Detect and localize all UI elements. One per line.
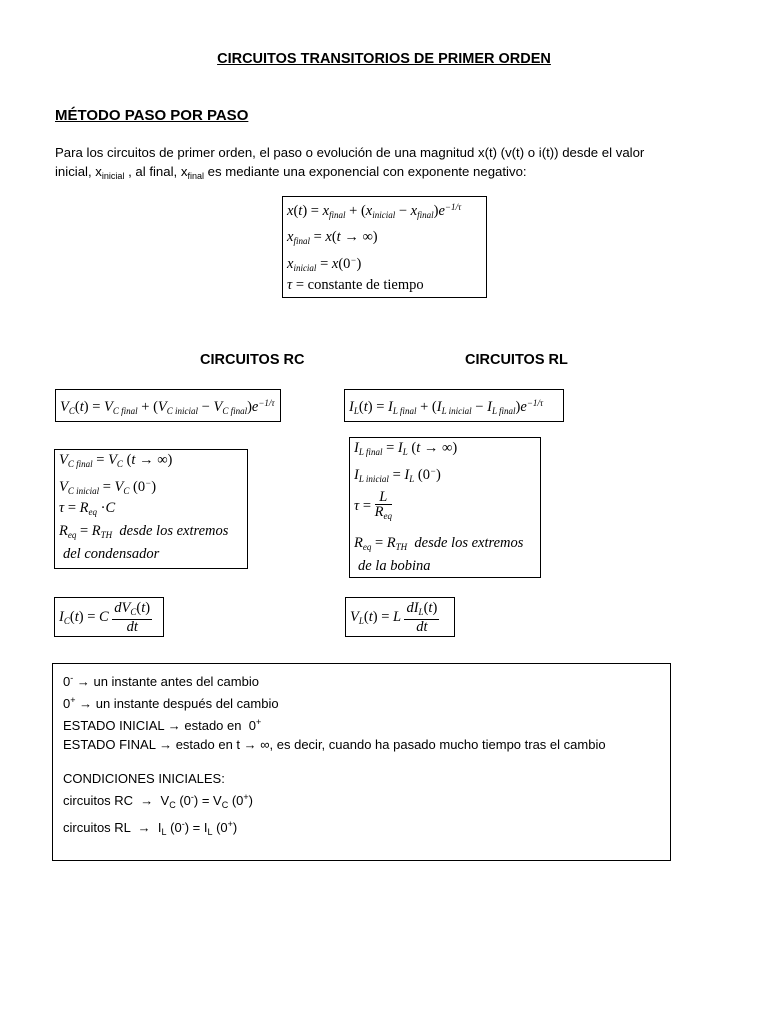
rc-vc-final: $V_{C final} = V_C$ (t → ∞) bbox=[59, 452, 173, 469]
formula-tau: τ = constante de tiempo bbox=[287, 277, 424, 293]
estado-final-text: estado en t bbox=[175, 737, 241, 752]
rl-il-inicial: $I_{L inicial} = I_L$ (0−) bbox=[354, 466, 441, 484]
intro-line-1: Para los circuitos de primer orden, el paso o evolución de una magnitud x(t) (v(t) o i(t)) desde el valor bbox=[55, 145, 645, 160]
rc-desde: desde los extremos bbox=[119, 523, 229, 539]
condiciones-title: CONDICIONES INICIALES: bbox=[63, 771, 225, 786]
tau-description: = constante de tiempo bbox=[295, 277, 424, 293]
rl-il-final: $I_{L final} = I_L$ (t → ∞) bbox=[354, 440, 458, 457]
formula-x-inicial: $x_{inicial} = x(0^-)$ bbox=[287, 255, 362, 273]
rl-vl-formula: $V_L(t) = L$ $\frac{dI_L(t)}{dt}$ bbox=[350, 600, 438, 635]
rc-del-condensador: del condensador bbox=[63, 546, 160, 562]
rl-details-box bbox=[349, 437, 541, 578]
rl-req: $R_{eq} = R_{TH}$ desde los extremos bbox=[354, 535, 524, 552]
general-formula-box bbox=[282, 196, 487, 298]
rl-il-formula-box bbox=[344, 389, 564, 422]
rc-vc-formula-box bbox=[55, 389, 281, 422]
rl-desde: desde los extremos bbox=[414, 535, 524, 551]
rc-ic-formula: $I_C(t) = C$ $\frac{dV_C(t)}{dt}$ bbox=[59, 600, 151, 635]
notes-box bbox=[52, 663, 671, 861]
estado-final-label: ESTADO FINAL bbox=[63, 737, 156, 752]
rl-tau: τ = $\frac{L}{R_{eq}}$ bbox=[354, 489, 392, 521]
note-estado-final: ESTADO FINAL → estado en t → ∞, es decir, cuando ha pasado mucho tiempo tras el cambio bbox=[63, 737, 606, 752]
rc-ic-formula-box bbox=[54, 597, 164, 637]
estado-final-explanation: , es decir, cuando ha pasado mucho tiempo tras el cambio bbox=[269, 737, 606, 752]
note-0-plus: 0+ → un instante después del cambio bbox=[63, 695, 279, 711]
formula-x-t: $x(t) = x_{final} + (x_{inicial} - x_{final})e^{-1/\tau}$ bbox=[287, 202, 462, 220]
note-estado-inicial: ESTADO INICIAL → estado en 0+ bbox=[63, 717, 262, 733]
rc-tau: $\tau = R_{eq} \cdot C$ bbox=[59, 500, 116, 517]
intro-line-2a: inicial, x bbox=[55, 164, 102, 179]
note-0-plus-text: un instante después del cambio bbox=[95, 696, 279, 711]
intro-paragraph bbox=[55, 143, 715, 186]
intro-sub-final: final bbox=[187, 171, 204, 181]
note-0-minus-text: un instante antes del cambio bbox=[93, 674, 259, 689]
rc-vc-inicial: $V_{C inicial} = V_C$ (0−) bbox=[59, 478, 157, 496]
rl-il-formula: $I_L(t) = I_{L final} + (I_{L inicial} - I_{L final})e^{-1/\tau}$ bbox=[349, 398, 544, 416]
note-0-minus: 0- → un instante antes del cambio bbox=[63, 673, 259, 689]
page-title: CIRCUITOS TRANSITORIOS DE PRIMER ORDEN bbox=[217, 51, 551, 67]
rl-heading: CIRCUITOS RL bbox=[465, 352, 568, 368]
condicion-rl-label: circuitos RL bbox=[63, 820, 131, 835]
rl-vl-formula-box bbox=[345, 597, 455, 637]
condicion-rc: circuitos RC → $V_C$ $(0^-) = V_C$ (0+) bbox=[63, 792, 253, 810]
condicion-rl: circuitos RL → $I_L$ $(0^-) = I_L$ (0+) bbox=[63, 819, 238, 837]
estado-inicial-text: estado en bbox=[184, 718, 242, 733]
rc-vc-formula: $V_C(t) = V_{C final} + (V_{C inicial} - V_{C final})e^{-1/\tau}$ bbox=[60, 398, 275, 416]
condicion-rc-label: circuitos RC bbox=[63, 793, 134, 808]
intro-line-2c: es mediante una exponencial con exponente negativo: bbox=[203, 164, 527, 179]
rc-details-box bbox=[54, 449, 248, 569]
section-heading: MÉTODO PASO POR PASO bbox=[55, 107, 249, 124]
intro-sub-inicial: inicial bbox=[101, 171, 125, 181]
rc-req: $R_{eq} = R_{TH}$ desde los extremos bbox=[59, 523, 229, 540]
intro-line-2b: , al final, x bbox=[124, 164, 188, 179]
rc-heading: CIRCUITOS RC bbox=[200, 352, 305, 368]
rl-de-la-bobina: de la bobina bbox=[358, 558, 431, 574]
formula-x-final: $x_{final} = x(t$ → ∞) bbox=[287, 229, 378, 246]
estado-inicial-label: ESTADO INICIAL bbox=[63, 718, 165, 733]
